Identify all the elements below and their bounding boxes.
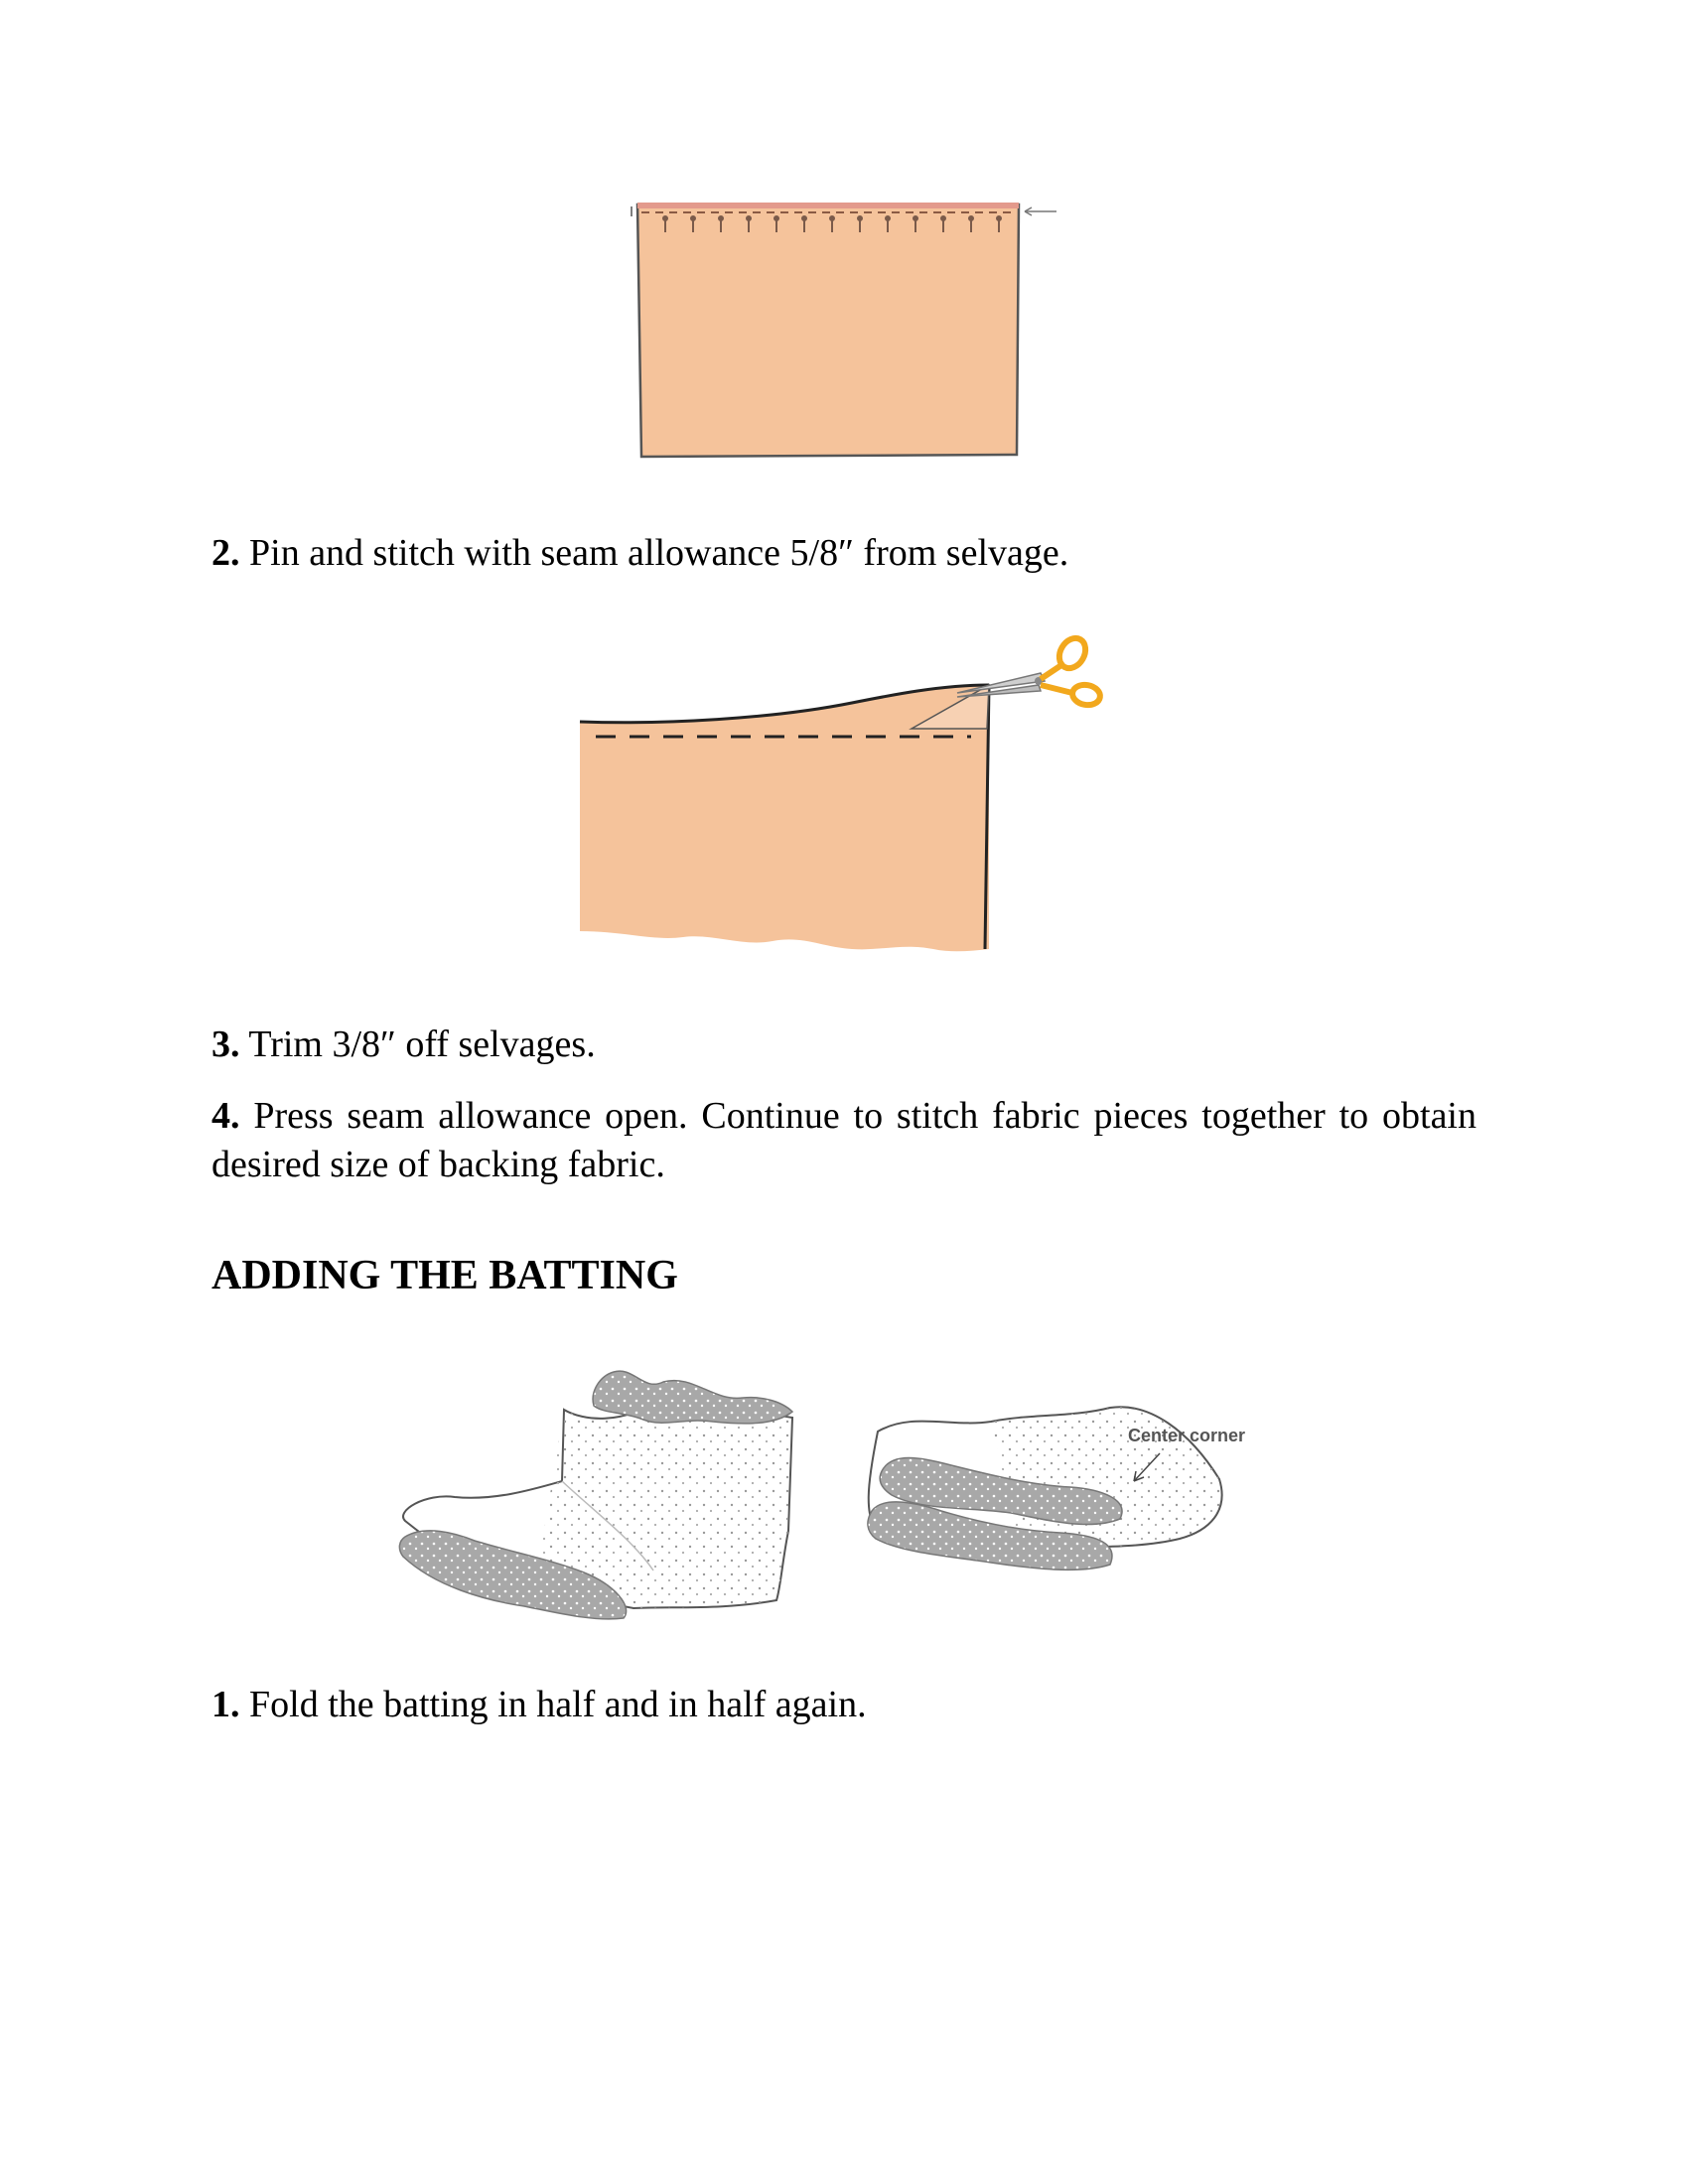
folded-batting-illustration <box>395 1362 1309 1632</box>
arrow-icon <box>1023 205 1056 218</box>
step-4-text: Press seam allowance open. Continue to stitch fabric pieces together to obtain desired size of backing fabric. <box>211 1095 1477 1185</box>
batting-half-fold <box>399 1371 792 1619</box>
fabric-panel <box>637 205 1019 457</box>
scissors-icon <box>957 633 1102 707</box>
step-3-text: Trim 3/8″ off selvages. <box>239 1024 596 1065</box>
batting-step-1-text: Fold the batting in half and in half again. <box>239 1684 867 1725</box>
pinned-fabric-illustration <box>628 195 1025 459</box>
section-heading: ADDING THE BATTING <box>211 1253 678 1298</box>
batting-step-1-instruction <box>211 1681 1477 1729</box>
center-corner-label: Center corner <box>1128 1426 1246 1445</box>
step-2-instruction <box>211 529 1477 578</box>
trim-selvage-illustration <box>574 633 1122 953</box>
fabric-top-edge <box>637 203 1019 208</box>
batting-step-1-number: 1. <box>211 1684 240 1725</box>
step-3-instruction <box>211 1021 1477 1069</box>
step-2-number: 2. <box>211 532 240 574</box>
step-2-text: Pin and stitch with seam allowance 5/8″ from selvage. <box>239 532 1069 574</box>
step-4-number: 4. <box>211 1095 240 1137</box>
step-4-instruction <box>211 1092 1477 1189</box>
step-3-number: 3. <box>211 1024 240 1065</box>
